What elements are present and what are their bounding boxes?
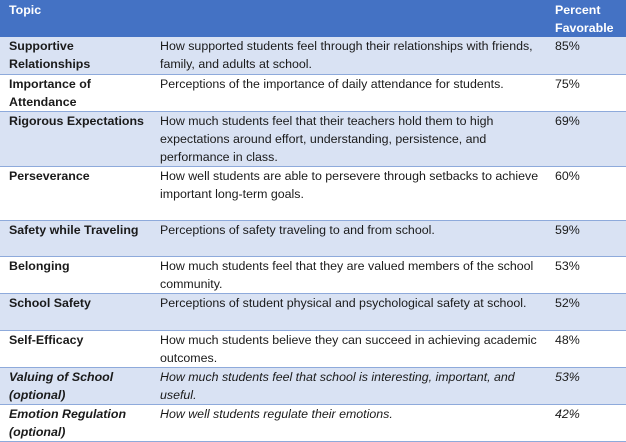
header-description <box>151 0 546 37</box>
table-row <box>0 220 626 256</box>
table-row <box>0 74 626 111</box>
topic-cell: Valuing of School (optional) <box>9 369 114 402</box>
percent-cell: 52% <box>555 295 580 310</box>
table-row <box>0 37 626 74</box>
description-cell: How well students regulate their emotions. <box>160 406 393 421</box>
percent-cell: 75% <box>555 76 580 91</box>
header-percent: Percent Favorable <box>555 3 614 35</box>
description-cell: How much students believe they can succeed in achieving academic outcomes. <box>160 332 537 365</box>
percent-cell: 53% <box>555 258 580 273</box>
header-row <box>0 0 626 37</box>
description-cell: Perceptions of the importance of daily attendance for students. <box>160 76 504 91</box>
description-cell: Perceptions of safety traveling to and from school. <box>160 222 435 237</box>
table-row <box>0 404 626 441</box>
topic-cell: Rigorous Expectations <box>9 113 144 128</box>
description-cell: How much students feel that school is interesting, important, and useful. <box>160 369 515 402</box>
topic-cell: Self-Efficacy <box>9 332 84 347</box>
topic-cell: Safety while Traveling <box>9 222 139 237</box>
description-cell: How much students feel that their teachers hold them to high expectations around effort, understanding, persistence, and performance in class. <box>160 113 494 164</box>
table-row <box>0 330 626 367</box>
table-row <box>0 111 626 166</box>
topic-cell: Emotion Regulation (optional) <box>9 406 127 439</box>
description-cell: How much students feel that they are valued members of the school community. <box>160 258 534 291</box>
topic-cell: Perseverance <box>9 168 90 183</box>
description-cell: How well students are able to persevere through setbacks to achieve important long-term goals. <box>160 168 539 201</box>
topic-cell: Supportive Relationships <box>9 39 91 71</box>
topic-cell: Importance of Attendance <box>9 76 91 109</box>
percent-cell: 60% <box>555 168 580 183</box>
percent-cell: 59% <box>555 222 580 237</box>
percent-cell: 85% <box>555 39 580 53</box>
table-row <box>0 293 626 330</box>
percent-cell: 53% <box>555 369 580 384</box>
percent-cell: 69% <box>555 113 580 128</box>
table-row <box>0 367 626 404</box>
percent-cell: 42% <box>555 406 580 421</box>
topic-cell: School Safety <box>9 295 91 310</box>
topic-cell: Belonging <box>9 258 70 273</box>
header-topic: Topic <box>9 3 42 17</box>
description-cell: Perceptions of student physical and psychological safety at school. <box>160 295 527 310</box>
percent-cell: 48% <box>555 332 580 347</box>
description-cell: How supported students feel through their relationships with friends, family, and adults at school. <box>160 39 533 71</box>
table-row <box>0 166 626 220</box>
table-row <box>0 256 626 293</box>
